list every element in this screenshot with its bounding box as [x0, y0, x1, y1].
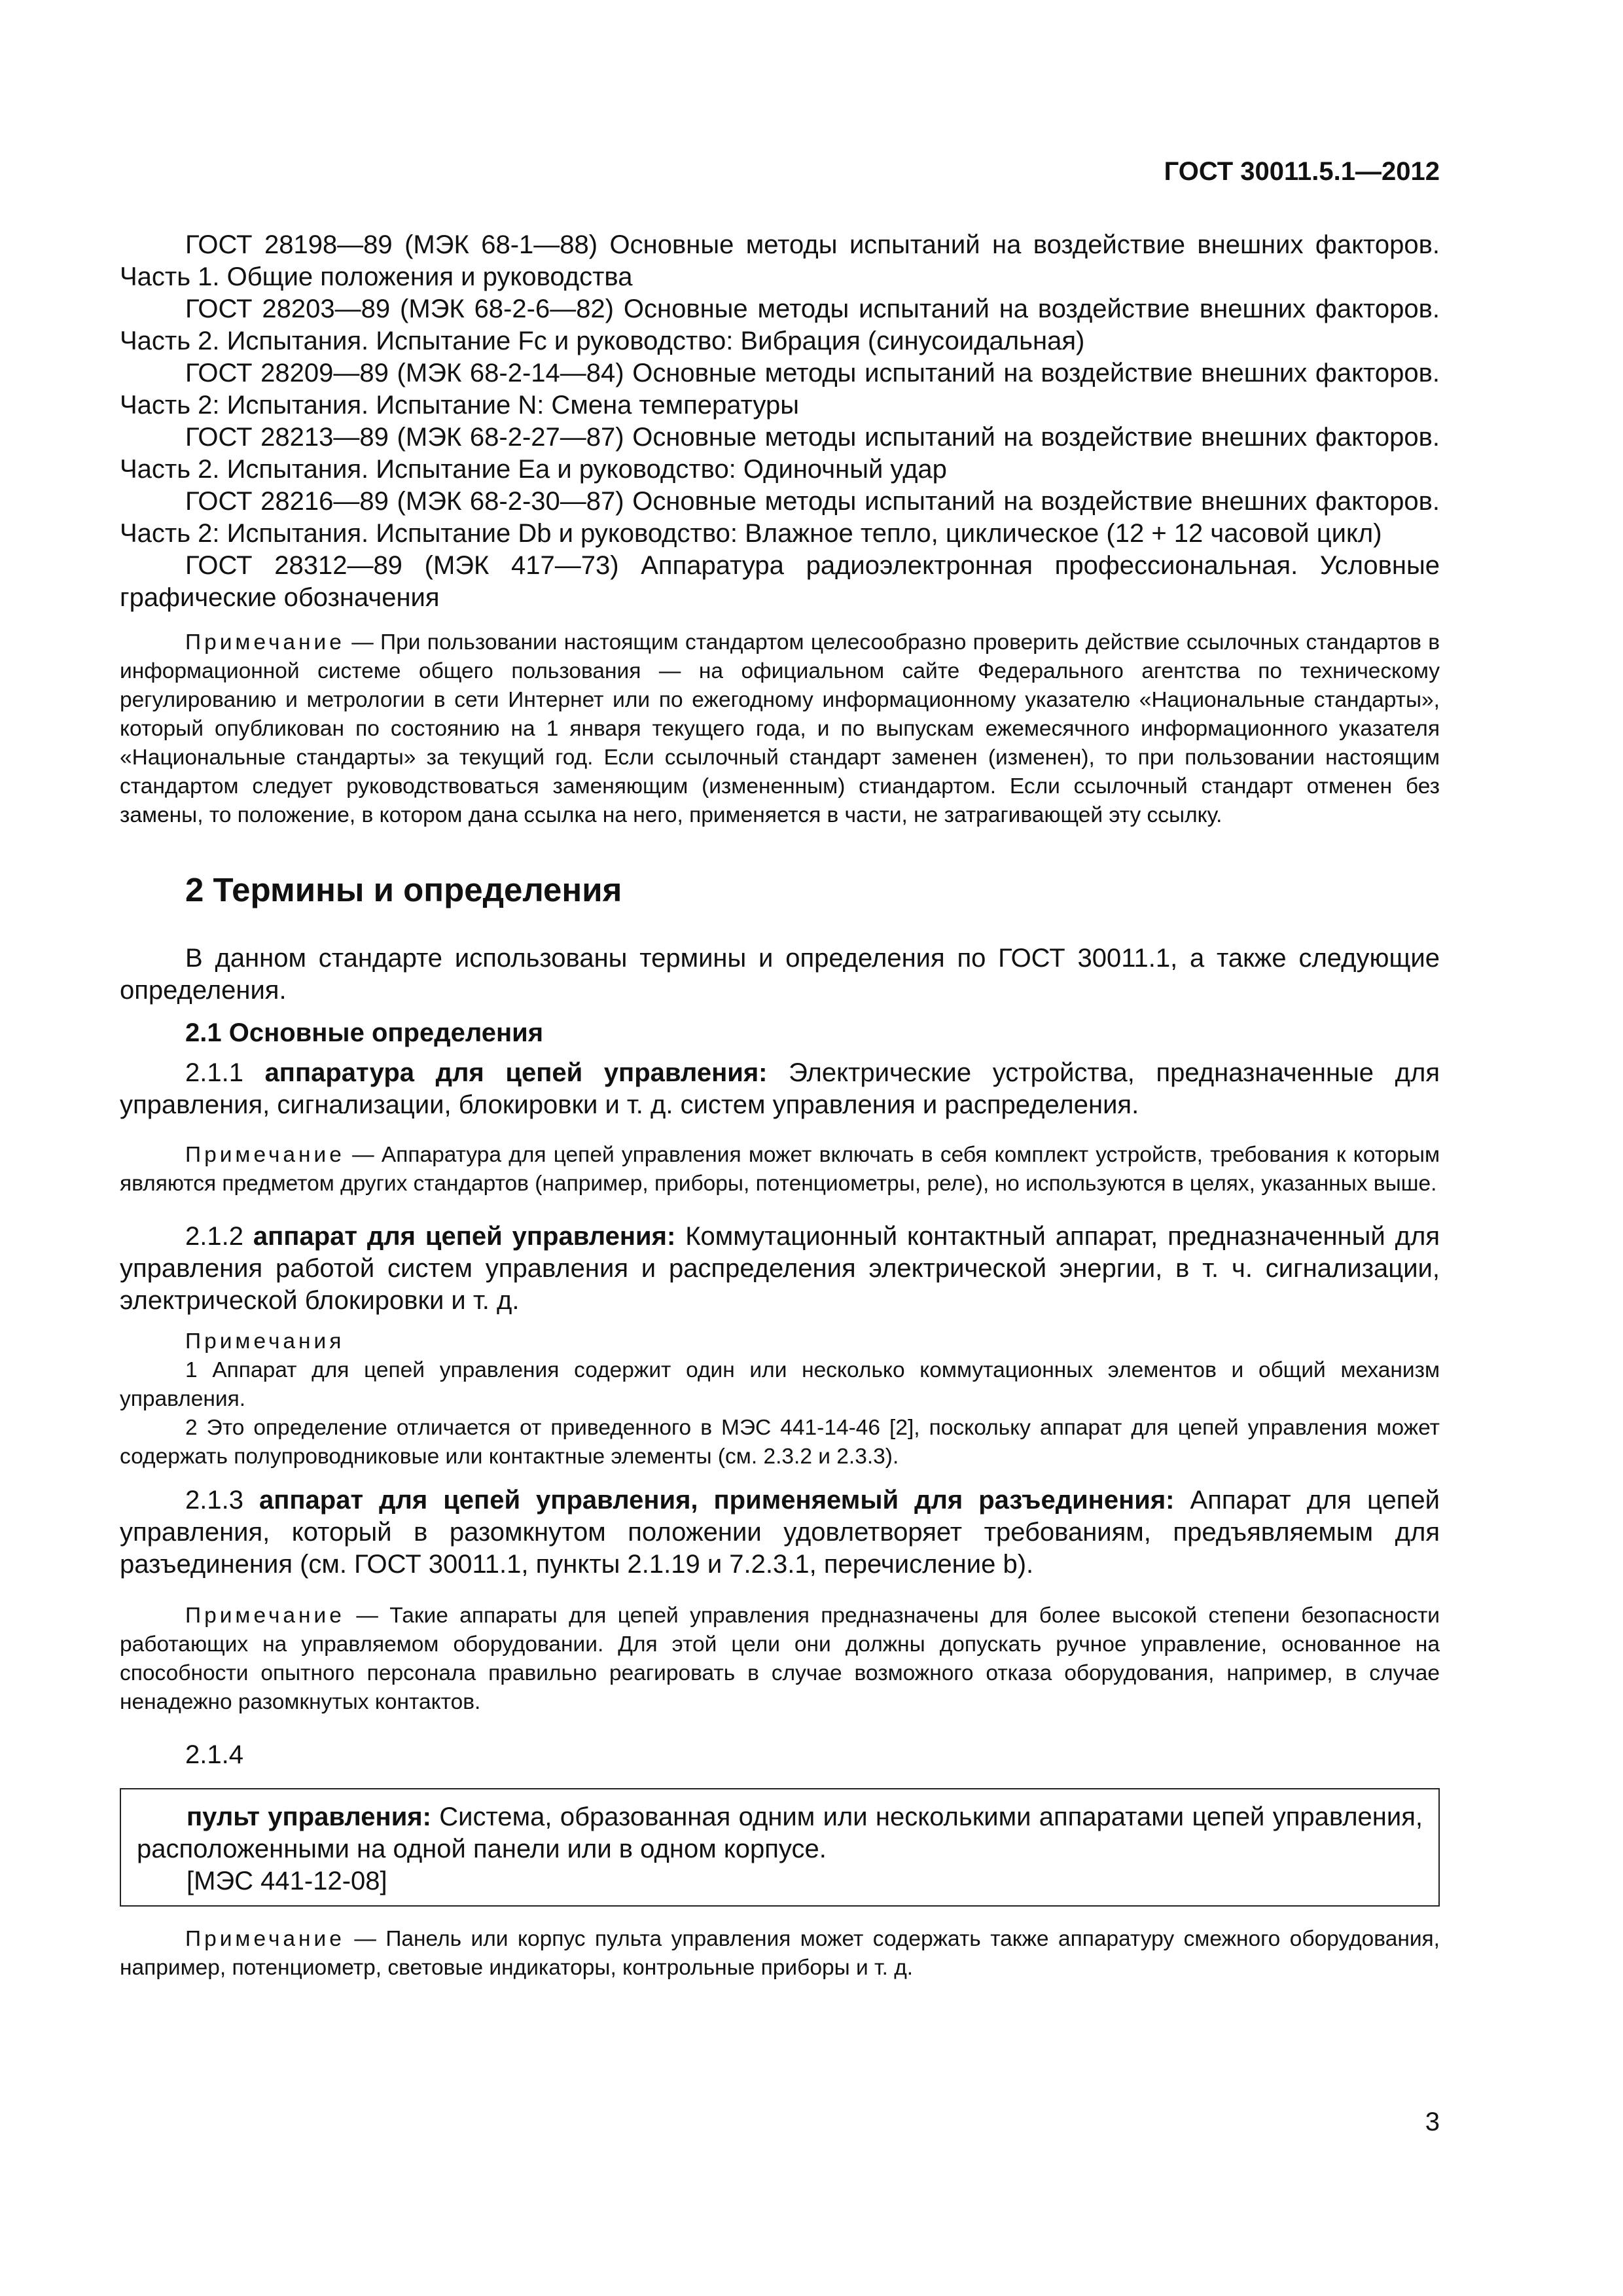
reference-item: ГОСТ 28198—89 (МЭК 68-1—88) Основные методы испытаний на воздействие внешних факторов. Часть 1. Общие положения и руководства	[120, 230, 1440, 291]
reference-item: ГОСТ 28213—89 (МЭК 68-2-27—87) Основные методы испытаний на воздействие внешних факторов. Часть 2. Испытания. Испытание Ea и руководство: Одиночный удар	[120, 423, 1440, 484]
note-2-1-3	[120, 1602, 1440, 1717]
note-label: Примечание	[185, 630, 345, 655]
note-item: 1 Аппарат для цепей управления содержит один или несколько коммутационных элементов и общий механизм управления.	[120, 1358, 1440, 1411]
definition-number: 2.1.2	[185, 1222, 243, 1251]
note-references	[120, 628, 1440, 830]
subsection-heading: 2.1 Основные определения	[185, 1018, 544, 1047]
note-text: — Аппаратура для цепей управления может включать в себя комплект устройств, требования к которым являются предметом других стандартов (например, приборы, потенциометры, реле), но используются в целях, указанных выше.	[120, 1143, 1440, 1196]
note-item: 2 Это определение отличается от приведенного в МЭС 441-14-46 [2], поскольку аппарат для цепей управления может содержать полупроводниковые или контактные элементы (см. 2.3.2 и 2.3.3).	[120, 1416, 1440, 1469]
definition-text: Аппарат для цепей управления, который в разомкнутом положении удовлетворяет требованиям, предъявляемым для разъединения (см. ГОСТ 30011.1, пункты 2.1.19 и 7.2.3.1, перечисление b).	[120, 1486, 1440, 1579]
definition-number-2-1-4: 2.1.4	[185, 1740, 243, 1769]
definition-box-2-1-4	[120, 1788, 1440, 1907]
note-text: — Такие аппараты для цепей управления предназначены для более высокой степени безопасности работающих на управляемом оборудовании. Для этой цели они должны допускать ручное управление, основанное на способности опытного персонала правильно реагировать в случае возможного отказа оборудования, например, в случае ненадежно разомкнутых контактов.	[120, 1604, 1440, 1714]
definition-2-1-2	[120, 1221, 1440, 1317]
definition-2-1-1	[120, 1057, 1440, 1121]
definition-term: аппарат для цепей управления:	[253, 1222, 676, 1251]
definition-2-1-3	[120, 1484, 1440, 1581]
reference-item: ГОСТ 28203—89 (МЭК 68-2-6—82) Основные методы испытаний на воздействие внешних факторов. Часть 2. Испытания. Испытание Fc и руководство: Вибрация (синусоидальная)	[120, 295, 1440, 355]
page-number: 3	[1425, 2108, 1440, 2136]
note-2-1-1	[120, 1141, 1440, 1198]
note-text: — При пользовании настоящим стандартом целесообразно проверить действие ссылочных стандартов в информационной системе общего пользования — на официальном сайте Федерального агентства по техническому регулированию и метрологии в сети Интернет или по ежегодному информационному указателю «Национальные стандарты», который опубликован по состоянию на 1 января текущего года, и по выпускам ежемесячного информационного указателя «Национальные стандарты» за текущий год. Если ссылочный стандарт заменен (изменен), то при пользовании настоящим стандартом следует руководствоваться заменяющим (измененным) стиандартом. Если ссылочный стандарт отменен без замены, то положение, в котором дана ссылка на него, применяется в части, не затрагивающей эту ссылку.	[120, 630, 1440, 827]
boxed-definition	[137, 1801, 1423, 1865]
note-label: Примечание	[185, 1927, 345, 1951]
document-code-header: ГОСТ 30011.5.1—2012	[1164, 157, 1440, 186]
definition-number: 2.1.3	[185, 1486, 243, 1515]
notes-heading: Примечания	[185, 1329, 345, 1354]
reference-item: ГОСТ 28216—89 (МЭК 68-2-30—87) Основные методы испытаний на воздействие внешних факторов. Часть 2: Испытания. Испытание Db и руководство: Влажное тепло, циклическое (12 + 12 часовой цикл)	[120, 487, 1440, 548]
definition-source: [МЭС 441-12-08]	[187, 1867, 387, 1895]
section-intro: В данном стандарте использованы термины и определения по ГОСТ 30011.1, а также следующие определения.	[120, 944, 1440, 1005]
note-label: Примечание	[185, 1143, 345, 1167]
definition-text: Система, образованная одним или несколькими аппаратами цепей управления, расположенными на одной панели или в одном корпусе.	[137, 1803, 1423, 1863]
note-label: Примечание	[185, 1604, 345, 1628]
section-title: 2 Термины и определения	[185, 871, 622, 908]
references-block	[120, 229, 1440, 1982]
definition-text: Электрические устройства, предназначенные для управления, сигнализации, блокировки и т. д. систем управления и распределения.	[120, 1058, 1440, 1119]
definition-number: 2.1.1	[185, 1058, 243, 1087]
note-text: — Панель или корпус пульта управления может содержать также аппаратуру смежного оборудования, например, потенциометр, световые индикаторы, контрольные приборы и т. д.	[120, 1927, 1440, 1980]
definition-term: аппарат для цепей управления, применяемый для разъединения:	[259, 1486, 1175, 1515]
definition-term: аппаратура для цепей управления:	[264, 1058, 768, 1087]
definition-text: Коммутационный контактный аппарат, предназначенный для управления работой систем управления и распределения электрической энергии, в т. ч. сигнализации, электрической блокировки и т. д.	[120, 1222, 1440, 1315]
definition-term: пульт управления:	[187, 1803, 431, 1831]
reference-item: ГОСТ 28312—89 (МЭК 417—73) Аппаратура радиоэлектронная профессиональная. Условные графические обозначения	[120, 551, 1440, 612]
reference-item: ГОСТ 28209—89 (МЭК 68-2-14—84) Основные методы испытаний на воздействие внешних факторов. Часть 2: Испытания. Испытание N: Смена температуры	[120, 359, 1440, 420]
note-2-1-4	[120, 1925, 1440, 1982]
